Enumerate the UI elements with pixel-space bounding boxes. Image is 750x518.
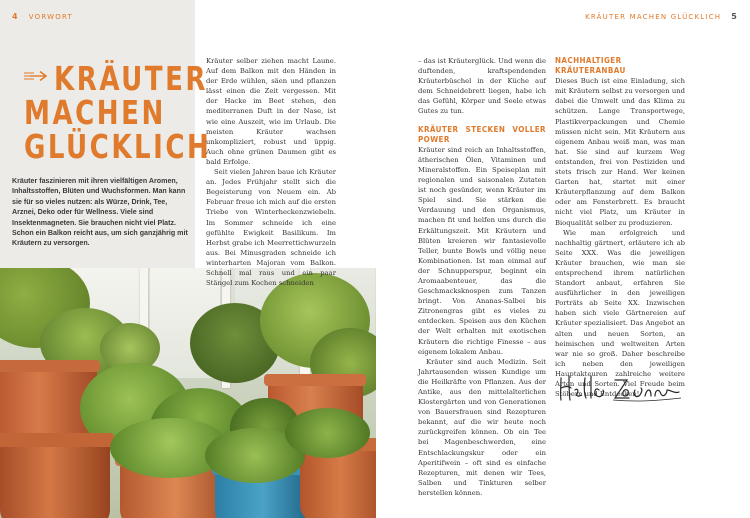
herb-pots-photo: [0, 268, 376, 518]
paragraph: Kräuter selber ziehen macht Laune. Auf dem Balkon mit den Händen in der Erde wühlen, säen und pflanzen lässt einen die Zeit vergessen. Mit der Hacke im Beet stehen, den mediterranen Duft in der Nase, ist wie eine Auszeit, wie im Urlaub. Die meisten Kräuter wachsen unkompliziert, robust und üppig. Auch ohne grünen Daumen gibt es bald Erfolge.: [206, 57, 336, 166]
paragraph: Seit vielen Jahren baue ich Kräuter an. Jedes Frühjahr stellt sich die Begeisterung von Neuem ein. Ab Februar freue ich mich auf die ersten Triebe von Winterheckenzwiebeln. Im Sommer schneide ich eine gefühlte Ewigkeit Basilikum. Im Herbst grabe ich Meerrettichwurzeln aus. Bei Minusgraden schneide ich winterharten Majoran vom Balkon. Schnell mal raus und ein paar Stängel zum Kochen schneiden: [206, 168, 336, 288]
left-page-header: [12, 12, 73, 21]
page-number-left: 4: [12, 12, 19, 21]
title-line-2: MACHEN: [24, 94, 166, 133]
text-column-1: [206, 56, 336, 288]
paragraph: Dieses Buch ist eine Einladung, sich mit Kräutern selbst zu versorgen und dabei die Umwelt und das Klima zu schützen. Lange Transportwege, Plastikverpackungen und Chemie müssen nicht sein. Mit Kräutern aus eigenem Anbau weiß man, was man hat. Sie sind auf kurzem Weg entstanden, frei von Pestiziden und stets frisch zur Hand. Wer keinen Garten hat, startet mit einer Kräuterpflanzung auf dem Balkon oder am Fensterbrett. Es braucht nicht viel Platz, um Kräuter in Bioqualität selber zu produzieren.: [555, 77, 685, 227]
author-signature: [555, 368, 685, 404]
paragraph: Kräuter sind reich an Inhaltsstoffen, ätherischen Ölen, Vitaminen und Mineralstoffen. Ein Speiseplan mit regionalen und saisonalen Zutaten ist noch gesünder, wenn Kräuter im Spiel sind. Sie stärken die Verdauung und den Organismus, machen fit und helfen uns durch die Erkältungszeit. Mit Kräutern und Blüten kreieren wir fantasievolle Teller, bunte Bowls und völlig neue Kombinationen. Ist man einmal auf der Schnupperspur, beginnt ein Aromaabenteuer, das die Geschmacksknospen zum Tanzen bringt. Von Ananas-Salbei bis Zitronengras gibt es vieles zu entdecken. Speisen aus den Küchen der Welt erhalten mit exotischen Kräutern die richtige Finesse – aus eigenem lokalem Anbau.: [418, 145, 546, 356]
page-title: [24, 60, 212, 167]
text-column-2: [418, 56, 546, 498]
paragraph: Kräuter sind auch Medizin. Seit Jahrtausenden wissen Kundige um die Heilkräfte von Pflanzen. Aus der Antike, aus den mittelalterlichen Klostergärten und von Generationen von Bauersfrauen sind Rezepturen bekannt, auf die wir heute noch zurückgreifen können. Ob ein Tee bei Magenbeschwerden, eine Entschlackungskur oder ein Aperitifwein – oft sind es einfache Rezepturen, mit denen wir Tees, Salben und Tinkturen selber herstellen können.: [418, 357, 546, 497]
title-line-1: KRÄUTER: [54, 60, 209, 99]
right-page-header: [585, 12, 738, 21]
paragraph: Wie man erfolgreich und nachhaltig gärtnert, erläutere ich ab Seite XXX. Was die jeweiligen Kräuter brauchen, wie man sie entsprechend ihrem natürlichen Standort anbaut, erfahren Sie ausführlicher in den jeweiligen Porträts ab Seite XX. Inzwischen haben sich viele Gärtnereien auf Kräuter spezialisiert. Das Angebot an alten und neuen Sorten, an heimischen und weltweiten Arten war nie so groß. Daher beschreibe ich neben den jeweiligen Hauptakteuren zahlreiche weitere Arten und Sorten. Viel Freude beim Stöbern und Entdecken!: [555, 228, 685, 399]
intro-text: Kräuter faszinieren mit ihren vielfältigen Aromen, Inhaltsstoffen, Blüten und Wuchsformen. Man kann sie für so vieles nutzen: als Würze, Drink, Tee, Arznei, Deko oder für Wellness. Viele sind Insektenmagneten. Sie brauchen nicht viel Platz. Schon ein Balkon reicht aus, um sich ganzjährig mit Kräutern zu versorgen.: [12, 177, 188, 248]
paragraph: – das ist Kräuterglück. Und wenn die duftenden, kraftspendenden Kräuterbüschel in der Küche auf dem Schneidebrett liegen, habe ich das Gefühl, Körper und Seele etwas Gutes zu tun.: [418, 57, 546, 116]
text-column-3: [555, 56, 685, 399]
subheading-power: KRÄUTER STECKEN VOLLER POWER: [418, 124, 546, 144]
page-number-right: 5: [731, 12, 738, 21]
section-label: VORWORT: [28, 13, 73, 21]
subheading-sustainable: NACHHALTIGER KRÄUTERANBAU: [555, 56, 626, 76]
running-title: KRÄUTER MACHEN GLÜCKLICH: [585, 13, 722, 21]
title-line-3: GLÜCKLICH: [24, 128, 212, 167]
